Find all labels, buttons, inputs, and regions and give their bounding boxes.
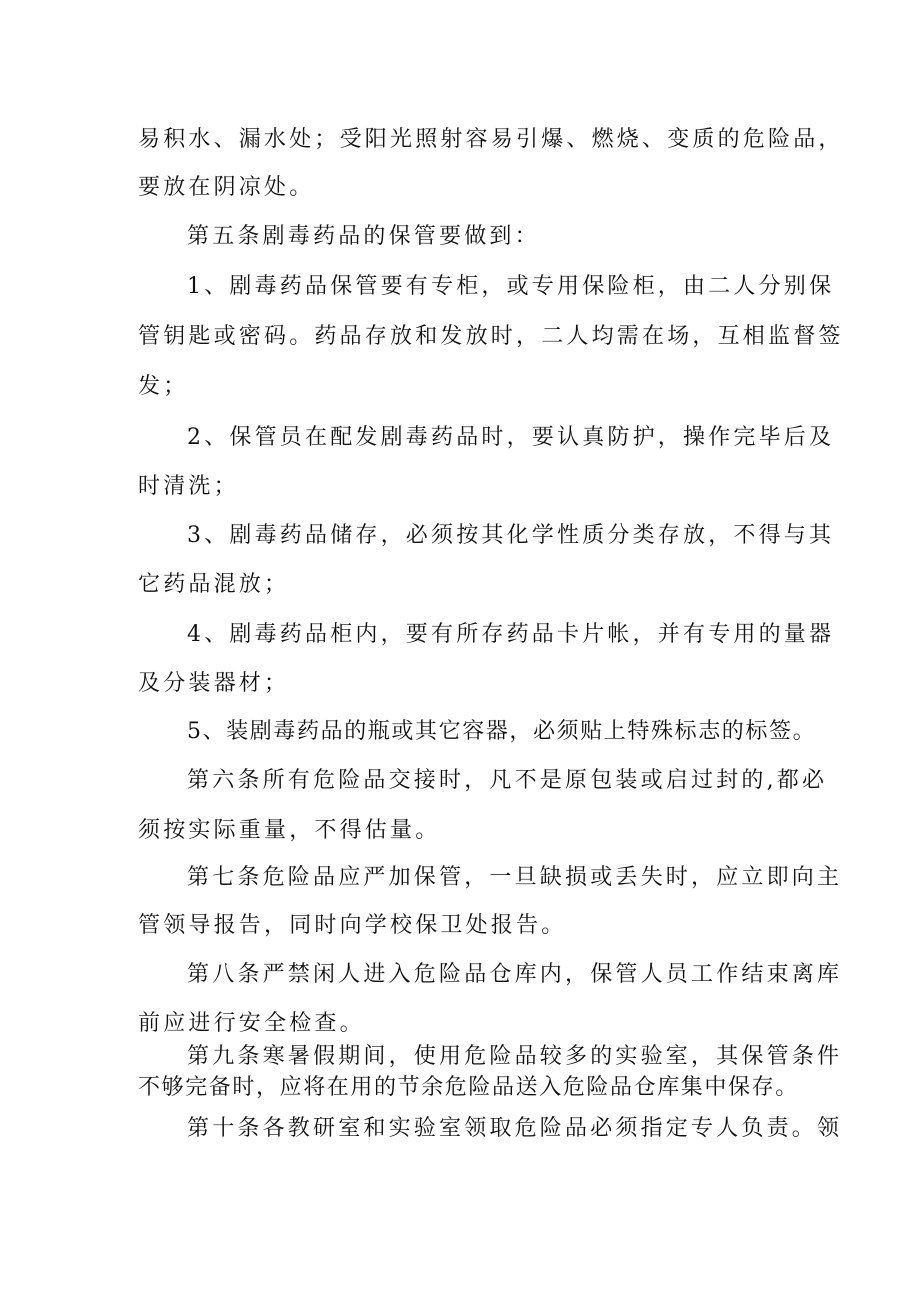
list-item-start: 1、剧毒药品保管要有专柜，或专用保险柜，由二人分别保 bbox=[187, 274, 835, 299]
text-line: 易积水、漏水处；受阳光照射容易引爆、燃烧、变质的危险品， bbox=[138, 127, 844, 152]
text-line: 管钥匙或密码。药品存放和发放时，二人均需在场，互相监督签 bbox=[138, 324, 844, 349]
text-line: 前应进行安全检查。 bbox=[138, 1011, 365, 1036]
list-item-start: 2、保管员在配发剧毒药品时，要认真防护，操作完毕后及 bbox=[187, 425, 835, 450]
text-line: 须按实际重量，不得估量。 bbox=[138, 818, 441, 843]
article-start: 第八条严禁闲人进入危险品仓库内，保管人员工作结束离库 bbox=[187, 962, 843, 987]
text-line: 它药品混放； bbox=[138, 572, 290, 597]
list-item-start: 3、剧毒药品储存，必须按其化学性质分类存放，不得与其 bbox=[187, 523, 835, 548]
text-line: 不够完备时，应将在用的节余危险品送入危险品仓库集中保存。 bbox=[138, 1075, 799, 1100]
article-start: 第七条危险品应严加保管，一旦缺损或丢失时，应立即向主 bbox=[187, 865, 843, 890]
article-start: 第十条各教研室和实验室领取危险品必须指定专人负责。领 bbox=[187, 1116, 843, 1141]
text-line: 发； bbox=[138, 374, 189, 399]
text-line: 及分装器材； bbox=[138, 671, 290, 696]
article-start: 第九条寒暑假期间，使用危险品较多的实验室，其保管条件 bbox=[187, 1044, 843, 1069]
list-item-start: 5、装剧毒药品的瓶或其它容器，必须贴上特殊标志的标签。 bbox=[187, 719, 817, 744]
article-heading: 第五条剧毒药品的保管要做到： bbox=[187, 224, 540, 249]
text-line: 时清洗； bbox=[138, 474, 239, 499]
list-item-start: 4、剧毒药品柜内，要有所存药品卡片帐，并有专用的量器 bbox=[187, 622, 835, 647]
text-line: 管领导报告，同时向学校保卫处报告。 bbox=[138, 913, 567, 938]
article-start: 第六条所有危险品交接时，凡不是原包装或启过封的,都必 bbox=[187, 768, 828, 793]
text-line: 要放在阴凉处。 bbox=[138, 175, 315, 200]
